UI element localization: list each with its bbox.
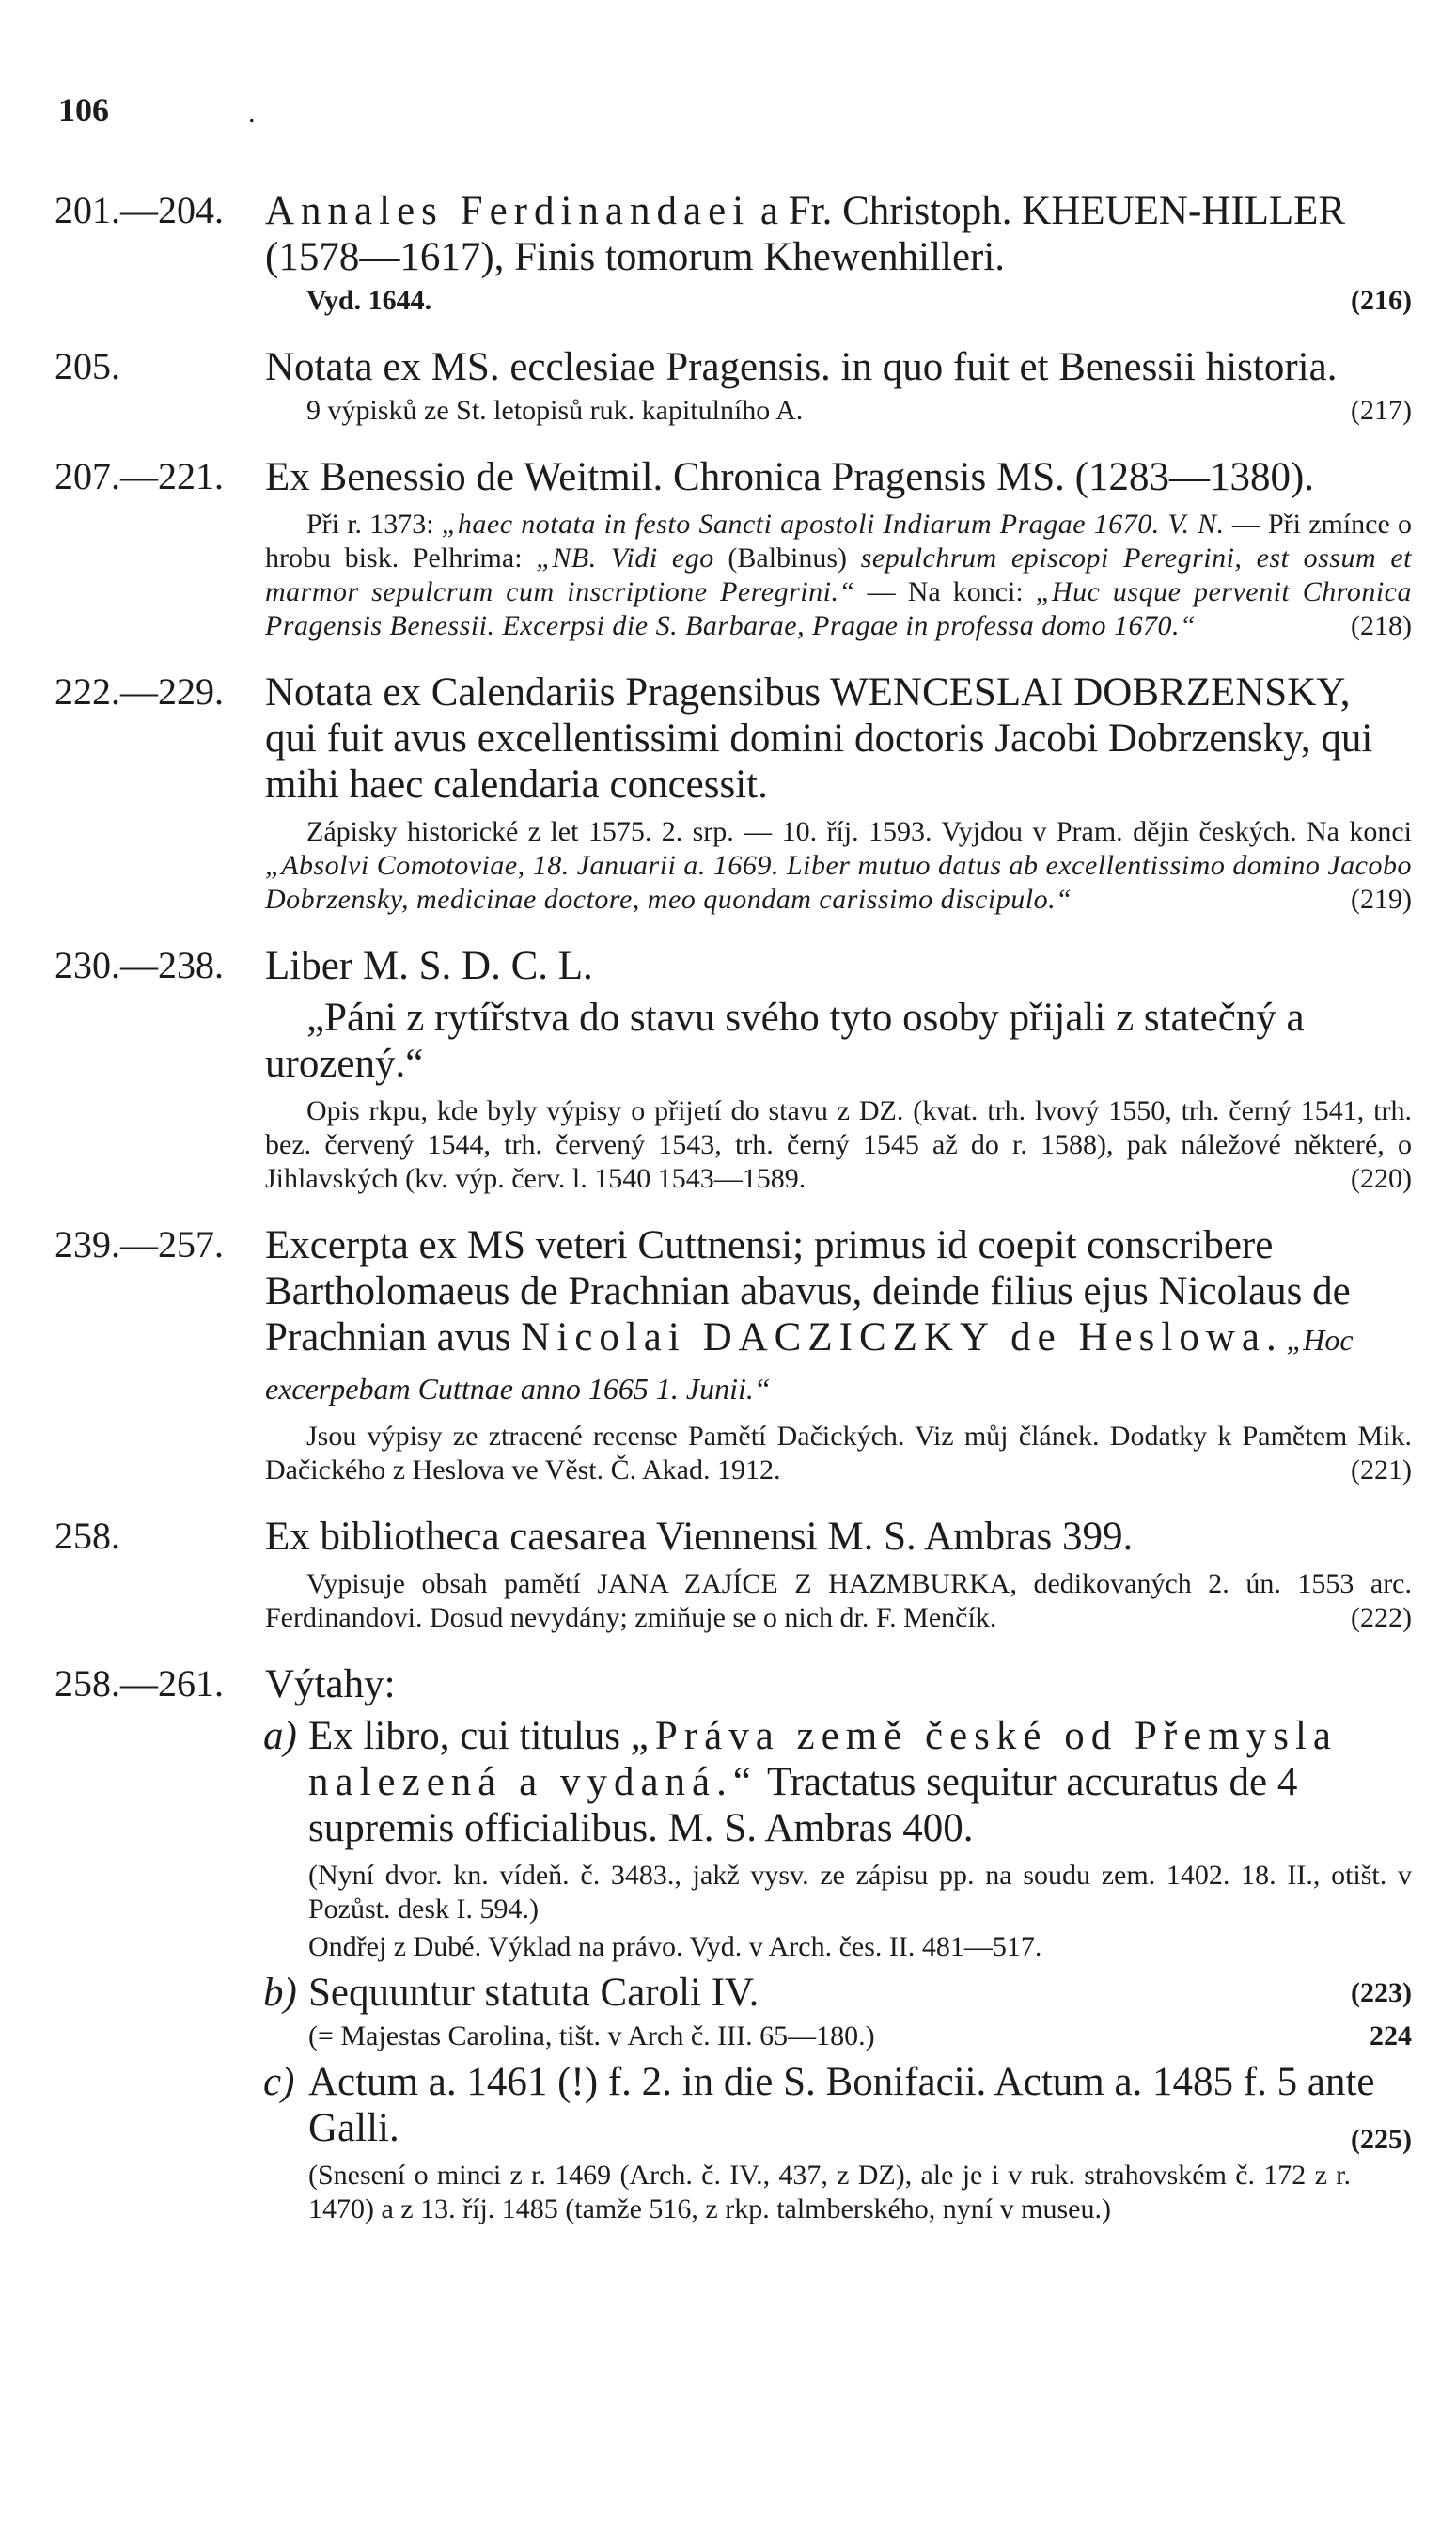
sub-title <box>308 2059 1412 2155</box>
note-text: Jsou výpisy ze ztracené recense Pamětí Dačických. Viz můj článek. Dodatky k Pamětem Mik. Dačického z Heslova ve Věst. Č. Akad. 1912. <box>265 1421 1412 1485</box>
sub-entry-a <box>265 1713 1412 1964</box>
note-quote: „Absolvi Comotoviae, 18. Januarii a. 1669. Liber mutuo datus ab excellentissimo domino Jacobo Dobrzensky, medicinae doctore, meo quondam carissimo discipulo.“ <box>265 850 1412 915</box>
note-text: Opis rkpu, kde byly výpisy o přijetí do stavu z DZ. (kvat. trh. lvový 1550, trh. černý 1541, trh. bez. červený 1544, trh. červený 1543, trh. černý 1545 až do r. 1588), pak náležové některé, o Jihlavských (kv. výp. červ. l. 1540 1543—1589. <box>265 1095 1412 1194</box>
entry-230-238 <box>0 943 1456 1196</box>
note-quote: „Huc usque pervenit Chronica Pragensis Benessii. Excerpsi die S. Barbarae, Pragae in professa domo 1670.“ <box>265 576 1412 641</box>
entry-ref: (216) <box>1351 285 1412 316</box>
entry-201-204 <box>0 188 1456 318</box>
entry-205 <box>0 344 1456 428</box>
sub-letter: b) <box>263 1971 297 2015</box>
note-text: Vypisuje obsah pamětí JANA ZAJÍCE Z HAZMBURKA, dedikovaných 2. ún. 1553 arc. Ferdinandovi. Dosud nevydány; zmiňuje se o nich dr. F. Menčík. <box>265 1568 1412 1633</box>
entry-222-229 <box>0 669 1456 917</box>
sub-letter: c) <box>263 2060 295 2104</box>
sub-note-ref: 224 <box>1370 2020 1412 2051</box>
note-text: — Při zmínce o hrobu bisk. Pelhrima: <box>265 509 1412 574</box>
sub-title <box>308 1713 1412 1851</box>
entry-note <box>265 508 1412 643</box>
entry-body <box>265 669 1412 917</box>
entry-207-221 <box>0 454 1456 643</box>
entry-title: Ex Benessio de Weitmil. Chronica Pragensis MS. (1283—1380). <box>265 455 1315 499</box>
entry-258-261 <box>0 1661 1456 2226</box>
entry-title: Ex bibliotheca caesarea Viennensi M. S. Ambras 399. <box>265 1515 1134 1559</box>
sub-entry-b <box>265 1970 1412 2053</box>
entry-number: 239.—257. <box>55 1223 224 1265</box>
sub-entry-c <box>265 2059 1412 2226</box>
sub-title-line <box>308 1970 1412 2016</box>
entry-note-line <box>265 394 1412 428</box>
title-text: Actum a. 1461 (!) f. 2. in die S. Bonifacii. Actum a. 1485 f. 5 ante Galli. <box>308 2060 1375 2150</box>
entry-body <box>265 1222 1412 1487</box>
note-text: (Balbinus) <box>713 542 861 574</box>
sub-note: (Snesení o minci z r. 1469 (Arch. č. IV., 437, z DZ), ale je i v ruk. strahovském č. 172 z r. 1470) a z 13. říj. 1485 (tamže 516, z rkp. talmberského, nyní v museu.) <box>308 2160 1352 2224</box>
sub-ref: (223) <box>1351 1977 1412 2008</box>
note-text: Zápisky historické z let 1575. 2. srp. — 10. říj. 1593. Vyjdou v Pram. dějin českých. Na konci <box>306 816 1412 847</box>
sub-note: (Nyní dvor. kn. vídeň. č. 3483., jakž vysv. ze zápisu pp. na soudu zem. 1402. 18. II., otišt. v Pozůst. desk I. 594.) <box>308 1860 1412 1925</box>
title-quote: „Hoc excerpebam Cuttnae anno 1665 1. Junii.“ <box>265 1323 1354 1406</box>
entry-ref: (220) <box>1351 1163 1412 1194</box>
page-number: 106 <box>58 91 109 129</box>
sub-note: Ondřej z Dubé. Výklad na právo. Vyd. v Arch. čes. II. 481—517. <box>308 1931 1042 1962</box>
entry-ref: (217) <box>1351 395 1412 426</box>
entry-note <box>265 815 1412 917</box>
entry-body <box>265 1514 1412 1635</box>
entry-note: Vyd. 1644. <box>306 285 432 316</box>
entry-number: 201.—204. <box>55 189 224 231</box>
entry-number: 207.—221. <box>55 455 224 497</box>
title-quote: „Práva země české od Přemysla nalezená a vydaná.“ <box>308 1714 1339 1804</box>
entry-body <box>265 454 1412 643</box>
entry-body <box>265 344 1412 428</box>
entry-title <box>265 669 1412 808</box>
sub-title: Sequuntur statuta Caroli IV. <box>308 1971 759 2015</box>
sub-letter: a) <box>263 1714 297 1758</box>
note-quote: sepulchrum episcopi Peregrini, est ossum et marmor sepulcrum cum inscriptione Peregrini.“ <box>265 542 1412 607</box>
entry-258 <box>0 1514 1456 1635</box>
entry-number: 222.—229. <box>55 670 224 713</box>
title-text: Notata ex Calendariis Pragensibus <box>265 670 831 715</box>
sub-note: (= Majestas Carolina, tišt. v Arch č. III. 65—180.) <box>308 2020 875 2051</box>
entry-body <box>265 188 1412 318</box>
entry-quote: „Páni z rytířstva do stavu svého tyto osoby přijali z statečný a urozený.“ <box>265 996 1305 1086</box>
title-name: Nicolai DACZICZKY de Heslowa <box>521 1315 1266 1359</box>
entry-number: 205. <box>55 345 120 387</box>
title-name: WENCESLAI DOBRZENSKY <box>830 670 1340 715</box>
entries-list <box>0 188 1456 2253</box>
entry-title-spaced: Annales Ferdinandaei <box>265 189 751 233</box>
entry-note: 9 výpisků ze St. letopisů ruk. kapitulního A. <box>306 395 804 426</box>
entry-title: Notata ex MS. ecclesiae Pragensis. in quo fuit et Benessii historia. <box>265 345 1338 389</box>
note-quote: „NB. Vidi ego <box>536 542 714 574</box>
entry-title-rest: a Fr. Christoph. KHEUEN-HILLER (1578—1617), Finis tomorum Khewenhilleri. <box>265 189 1346 279</box>
title-text: . <box>1265 1315 1287 1359</box>
entry-body <box>265 1661 1412 2226</box>
entry-239-257 <box>0 1222 1456 1487</box>
entry-title <box>265 1222 1412 1412</box>
entry-ref: (218) <box>1351 610 1412 641</box>
note-text: — Na konci: <box>854 576 1036 607</box>
top-dot: . <box>248 98 256 129</box>
entry-ref: (221) <box>1351 1454 1412 1485</box>
title-text: Tractatus sequitur accuratus de 4 supremis officialibus. M. S. Ambras 400. <box>308 1760 1298 1850</box>
title-text: Ex libro, cui titulus <box>308 1714 631 1758</box>
sub-ref: (225) <box>1351 2124 1412 2155</box>
entry-number: 258.—261. <box>55 1662 224 1705</box>
entry-ref: (222) <box>1351 1602 1412 1633</box>
entry-title <box>265 188 1412 280</box>
title-text: Excerpta ex MS veteri Cuttnensi; primus id coepit conscribere Bartholomaeus de Prachnian abavus, deinde filius ejus Nicolaus de Prachnian avus <box>265 1223 1351 1359</box>
entry-title: Výtahy: <box>265 1662 396 1706</box>
title-text: , qui fuit avus excellentissimi domini doctoris Jacobi Dobrzensky, qui mihi haec calendaria concessit. <box>265 670 1373 807</box>
entry-body <box>265 943 1412 1196</box>
entry-note <box>265 1420 1412 1487</box>
entry-note-line <box>265 284 1412 318</box>
entry-note <box>265 1094 1412 1196</box>
entry-number: 230.—238. <box>55 944 224 986</box>
note-text: Při r. 1373: <box>306 509 442 540</box>
entry-ref: (219) <box>1351 884 1412 915</box>
entry-title: Liber M. S. D. C. L. <box>265 944 593 988</box>
entry-note <box>265 1567 1412 1635</box>
note-quote: „haec notata in festo Sancti apostoli Indiarum Pragae 1670. V. N. <box>441 509 1225 540</box>
entry-number: 258. <box>55 1515 120 1557</box>
sub-note-line <box>308 2020 1412 2053</box>
